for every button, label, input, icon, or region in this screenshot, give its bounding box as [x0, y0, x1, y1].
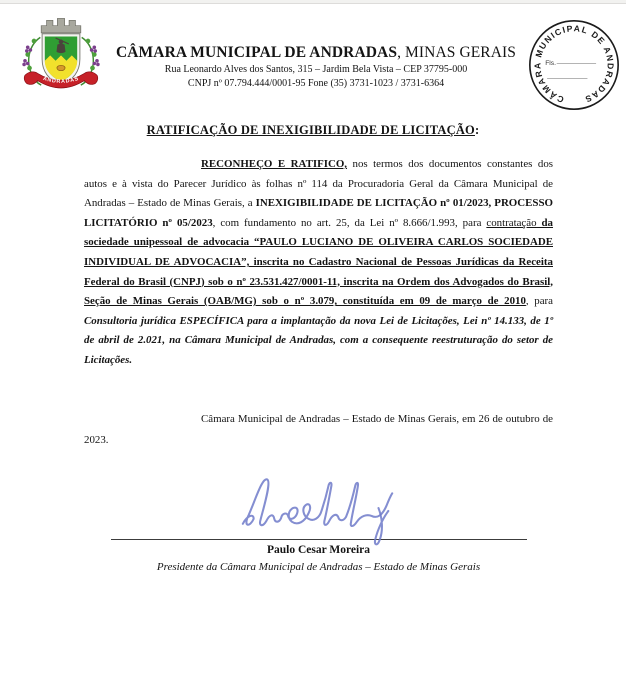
contracting-word: contratação [486, 216, 542, 229]
coat-of-arms-image [16, 14, 106, 104]
stamp-fls-label: Fls. [545, 60, 557, 67]
document-title-colon: : [474, 123, 480, 137]
signature-block [84, 469, 553, 573]
ratification-paragraph [84, 155, 553, 371]
org-address: Rua Leonardo Alves dos Santos, 315 – Jardim Bela Vista – CEP 37795-000 [164, 64, 468, 75]
signature-image [233, 469, 405, 553]
document-title-text: RATIFICAÇÃO DE INEXIGIBILIDADE DE LICITAÇÃO [146, 123, 475, 137]
ratify-declaration: RECONHEÇO E RATIFICO, [201, 158, 348, 170]
contractor-details: da sociedade unipessoal de advocacia “PAULO LUCIANO DE OLIVEIRA CARLOS SOCIEDADE INDIVIDUAL DE ADVOCACIA”, inscrita no Cadastro Nacional de Pessoas Jurídicas da Receita Federal do Brasil (CNPJ) sob o nº 23.531.427/0001-11, inscrita na Ordem dos Advogados do Brasil, Seção de Minas Gerais (OAB/MG) sob o nº 3.079, constituída em 09 de março de 2010 [84, 216, 554, 308]
folio-stamp [526, 17, 622, 113]
signatory-role: Presidente da Câmara Municipal de Andradas – Estado de Minas Gerais [156, 560, 481, 573]
process-reference: INEXIGIBILIDADE DE LICITAÇÃO nº 01/2023, PROCESSO LICITATÓRIO nº 05/2023 [84, 197, 553, 229]
letterhead [0, 4, 626, 110]
dateline: Câmara Municipal de Andradas – Estado de Minas Gerais, em 26 de outubro de 2023. [84, 412, 553, 446]
purpose-connector: , para [525, 295, 554, 308]
stamp-ring [530, 21, 618, 109]
org-name [106, 44, 526, 62]
org-name-bold: CÂMARA MUNICIPAL DE ANDRADAS [115, 44, 398, 61]
stamp-ring-text: CÂMARA MUNICIPAL DE ANDRADAS [532, 23, 616, 105]
document-title [0, 123, 626, 138]
letterhead-text [106, 12, 526, 90]
mural-crown [41, 19, 81, 33]
legal-basis-text: , com fundamento no art. 25, da Lei nº 8.666/1.993, para [212, 216, 487, 229]
org-name-rest: , MINAS GERAIS [397, 44, 517, 61]
document-body [0, 155, 626, 573]
ribbon-banner-text: ANDRADAS [42, 75, 80, 85]
gold-emblem [57, 65, 65, 70]
service-object: Consultoria jurídica ESPECÍFICA para a implantação da nova Lei de Licitações, Lei nº 14.133, de 1º de abril de 2.021, na Câmara Municipal de Andradas, com a consequente reestruturação do setor de Licitações. [84, 314, 553, 366]
legal-context-text: nos termos dos documentos constantes dos autos e à vista do Parecer Jurídico às folhas nº 114 da Procuradoria Geral da Câmara Municipal de Andradas – Estado de Minas Gerais, a [84, 158, 554, 210]
org-cnpj-phone: CNPJ nº 07.794.444/0001-95 Fone (35) 3731-1023 / 3731-6364 [187, 78, 445, 89]
signatory-name: Paulo Cesar Moreira [266, 543, 371, 556]
